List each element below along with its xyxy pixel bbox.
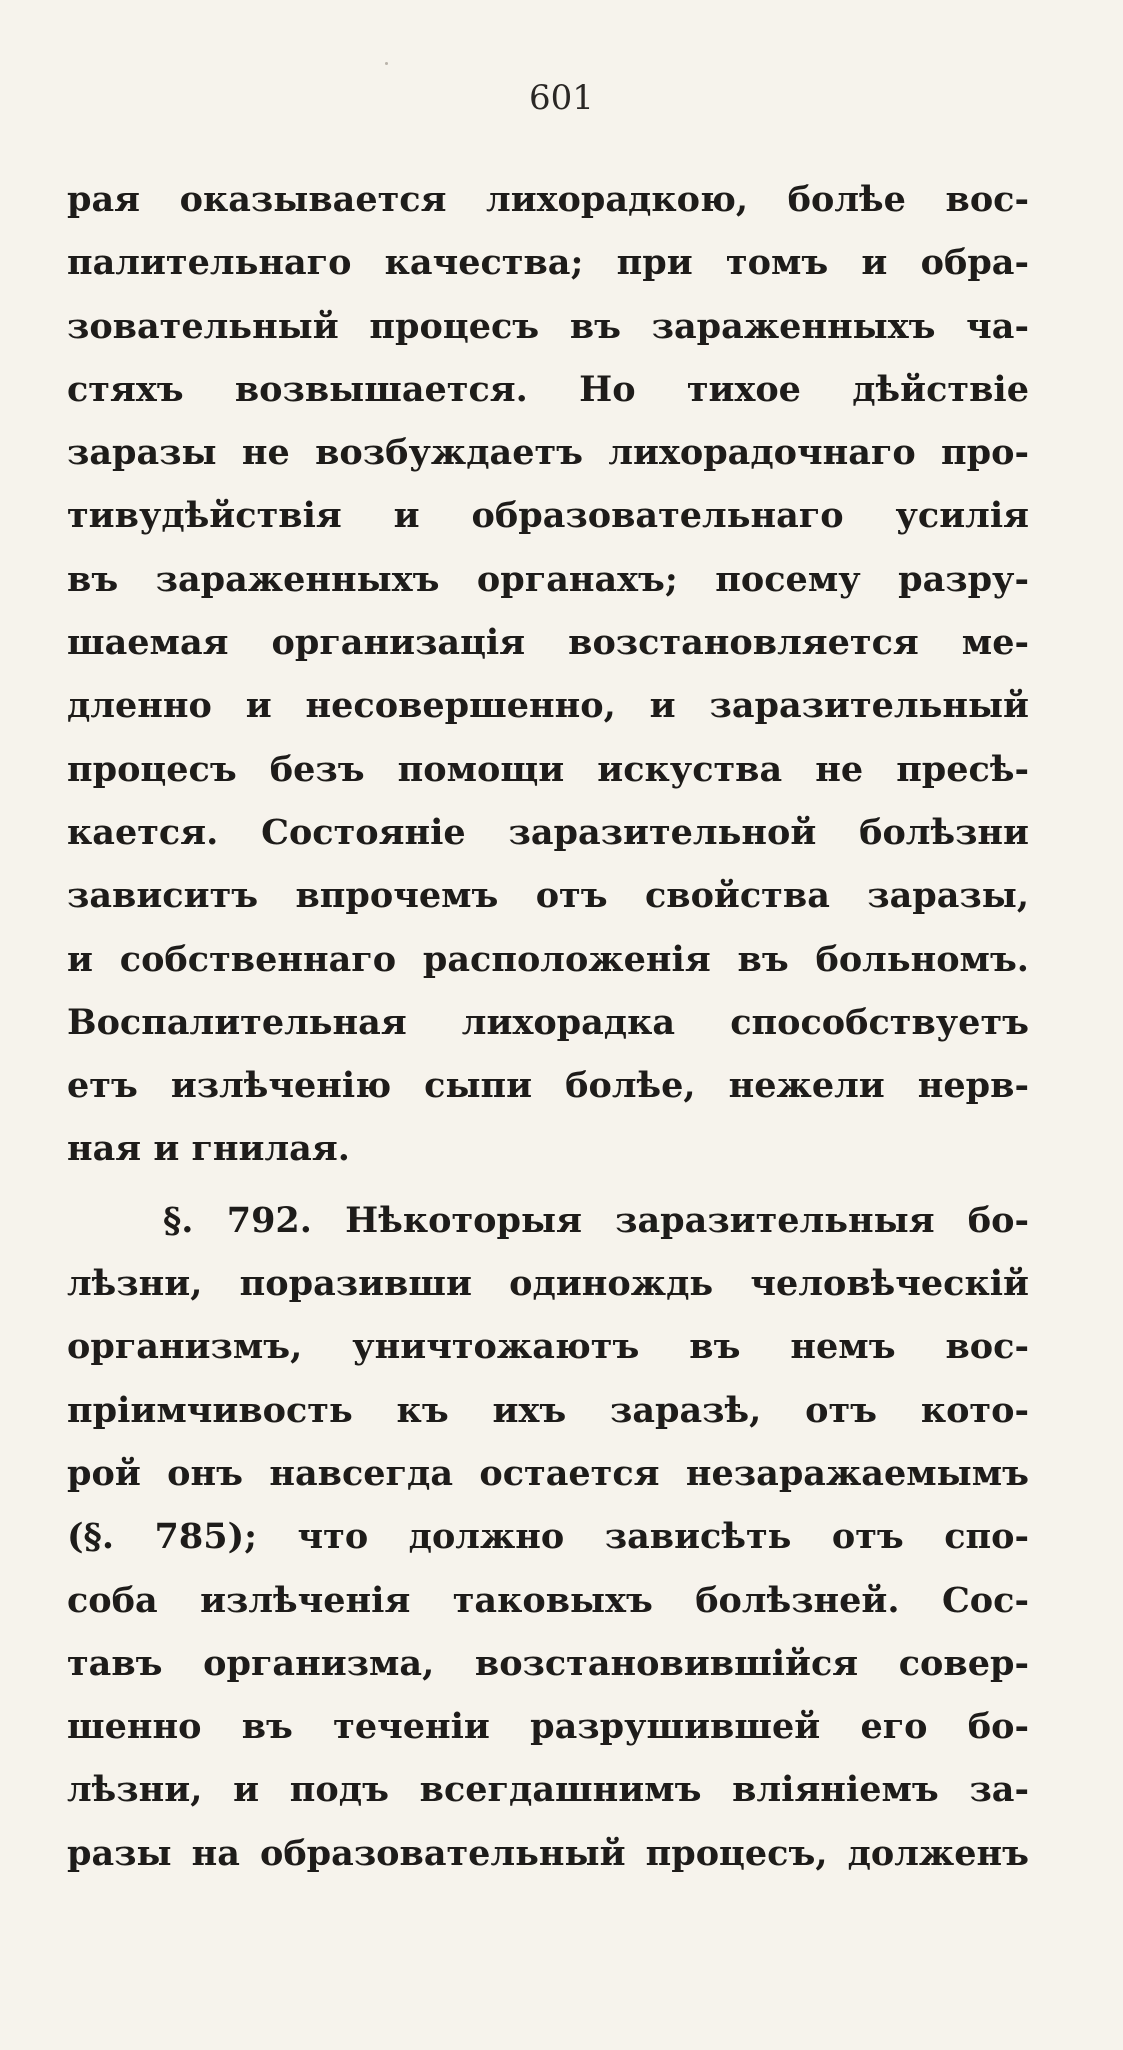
text-line: ная и гнилая. [67, 1128, 350, 1170]
text-line: соба излѣченія таковыхъ болѣзней. Сос- [67, 1579, 1029, 1621]
text-line: шаемая организація возстановляется ме- [67, 622, 1029, 664]
text-line: заразы не возбуждаетъ лихорадочнаго про- [67, 432, 1029, 474]
text-line: разы на образовательный процесъ, долженъ [67, 1832, 1029, 1874]
text-line: и собственнаго расположенія въ больномъ. [67, 938, 1029, 980]
text-line: зовательный процесъ въ зараженныхъ ча- [67, 305, 1029, 347]
text-line: тавъ организма, возстановившійся совер- [67, 1642, 1029, 1684]
page-text [67, 168, 1029, 1885]
text-line: стяхъ возвышается. Но тихое дѣйствіе [67, 368, 1029, 410]
section-heading-line: §. 792. Нѣкоторыя заразительныя бо- [163, 1199, 1029, 1241]
text-line: зависитъ впрочемъ отъ свойства заразы, [67, 875, 1029, 917]
text-line: рой онъ навсегда остается незаражаемымъ [67, 1452, 1029, 1494]
text-line: процесъ безъ помощи искуства не пресѣ- [67, 748, 1029, 790]
text-line: тивудѣйствія и образовательнаго усилія [67, 495, 1029, 537]
text-line: етъ излѣченію сыпи болѣе, нежели нерв- [67, 1065, 1029, 1107]
text-line: палительнаго качества; при томъ и обра- [67, 242, 1029, 284]
paragraph-section-792 [67, 1189, 1029, 1885]
paragraph-continued [67, 168, 1029, 1181]
text-line: кается. Состояніе заразительной болѣзни [67, 811, 1029, 853]
text-line: шенно въ теченіи разрушившей его бо- [67, 1706, 1029, 1748]
text-line: рая оказывается лихорадкою, болѣе вос- [67, 179, 1029, 220]
text-line: пріимчивость къ ихъ заразѣ, отъ кото- [67, 1389, 1029, 1431]
text-line: лѣзни, поразивши одинождь человѣческій [67, 1263, 1029, 1305]
text-line: дленно и несовершенно, и заразительный [67, 685, 1029, 727]
text-line: лѣзни, и подъ всегдашнимъ вліяніемъ за- [67, 1769, 1029, 1811]
text-line: въ зараженныхъ органахъ; посему разру- [67, 558, 1029, 600]
text-line: (§. 785); что должно зависѣть отъ спо- [67, 1516, 1029, 1558]
paper-speck [385, 62, 388, 65]
page-number: 601 [529, 78, 594, 118]
text-line: Воспалительная лихорадка способствуетъ [67, 1001, 1029, 1043]
text-line: организмъ, уничтожаютъ въ немъ вос- [67, 1326, 1029, 1368]
